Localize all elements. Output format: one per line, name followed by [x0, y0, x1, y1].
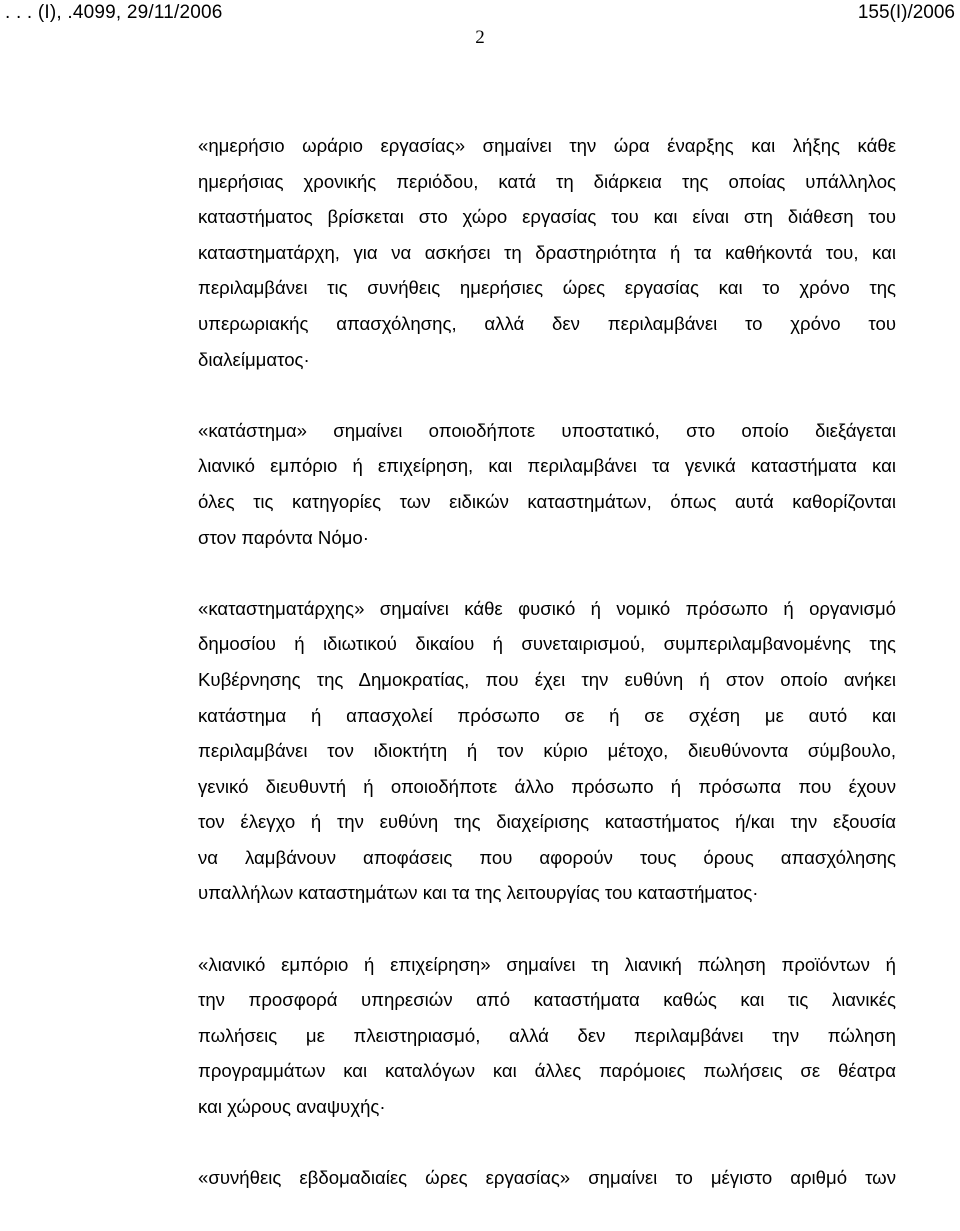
text-line: λιανικό εμπόριο ή επιχείρηση, και περιλαμβάνει τα γενικά καταστήματα και — [198, 455, 896, 477]
header-left: . . . (Ι), .4099, 29/11/2006 — [5, 2, 223, 23]
text-line: περιλαμβάνει τις συνήθεις ημερήσιες ώρες εργασίας και το χρόνο της — [198, 277, 896, 299]
text-line: «κατάστημα» σημαίνει οποιοδήποτε υποστατικό, στο οποίο διεξάγεται — [198, 419, 896, 441]
paragraph-definition-retail-trade — [198, 947, 896, 1125]
text-line: «ημερήσιο ωράριο εργασίας» σημαίνει την ώρα έναρξης και λήξης κάθε — [198, 135, 896, 156]
text-line: καταστηματάρχη, για να ασκήσει τη δραστηριότητα ή τα καθήκοντά του, και — [198, 241, 896, 263]
paragraph-definition-store — [198, 413, 896, 555]
paragraph-definition-daily-hours — [198, 128, 896, 377]
text-line: καταστήματος βρίσκεται στο χώρο εργασίας του και είναι στη διάθεση του — [198, 206, 896, 228]
text-line: διαλείμματος· — [198, 348, 310, 370]
paragraph-definition-weekly-hours — [198, 1160, 896, 1196]
text-line: στον παρόντα Νόμο· — [198, 526, 369, 548]
text-line: «λιανικό εμπόριο ή επιχείρηση» σημαίνει τη λιανική πώληση προϊόντων ή — [198, 953, 896, 975]
text-line: τον έλεγχο ή την ευθύνη της διαχείρισης καταστήματος ή/και την εξουσία — [198, 811, 896, 833]
text-line: υπαλλήλων καταστημάτων και τα της λειτουργίας του καταστήματος· — [198, 882, 759, 904]
paragraph-definition-store-owner — [198, 591, 896, 911]
text-line: πωλήσεις με πλειστηριασμό, αλλά δεν περιλαμβάνει την πώληση — [198, 1024, 896, 1046]
text-line: γενικό διευθυντή ή οποιοδήποτε άλλο πρόσωπο ή πρόσωπα που έχουν — [198, 775, 896, 797]
text-line: και χώρους αναψυχής· — [198, 1096, 386, 1118]
text-line: Κυβέρνησης της Δημοκρατίας, που έχει την ευθύνη ή στον οποίο ανήκει — [198, 668, 896, 690]
text-line: να λαμβάνουν αποφάσεις που αφορούν τους όρους απασχόλησης — [198, 846, 896, 868]
document-body — [198, 128, 896, 1231]
text-line: «συνήθεις εβδομαδιαίες ώρες εργασίας» σημαίνει το μέγιστο αριθμό των — [198, 1167, 896, 1189]
text-line: «καταστηματάρχης» σημαίνει κάθε φυσικό ή νομικό πρόσωπο ή οργανισμό — [198, 597, 896, 619]
text-line: υπερωριακής απασχόλησης, αλλά δεν περιλαμβάνει το χρόνο του — [198, 312, 896, 334]
page-number: 2 — [475, 27, 485, 48]
text-line: όλες τις κατηγορίες των ειδικών καταστημάτων, όπως αυτά καθορίζονται — [198, 490, 896, 512]
text-line: περιλαμβάνει τον ιδιοκτήτη ή τον κύριο μέτοχο, διευθύνοντα σύμβουλο, — [198, 740, 896, 762]
header-right: 155(Ι)/2006 — [857, 2, 955, 23]
text-line: την προσφορά υπηρεσιών από καταστήματα καθώς και τις λιανικές — [198, 989, 896, 1011]
text-line: κατάστημα ή απασχολεί πρόσωπο σε ή σε σχέση με αυτό και — [198, 704, 896, 726]
text-line: προγραμμάτων και καταλόγων και άλλες παρόμοιες πωλήσεις σε θέατρα — [198, 1060, 896, 1082]
text-line: ημερήσιας χρονικής περιόδου, κατά τη διάρκεια της οποίας υπάλληλος — [198, 170, 896, 192]
text-line: δημοσίου ή ιδιωτικού δικαίου ή συνεταιρισμού, συμπεριλαμβανομένης της — [198, 633, 896, 655]
